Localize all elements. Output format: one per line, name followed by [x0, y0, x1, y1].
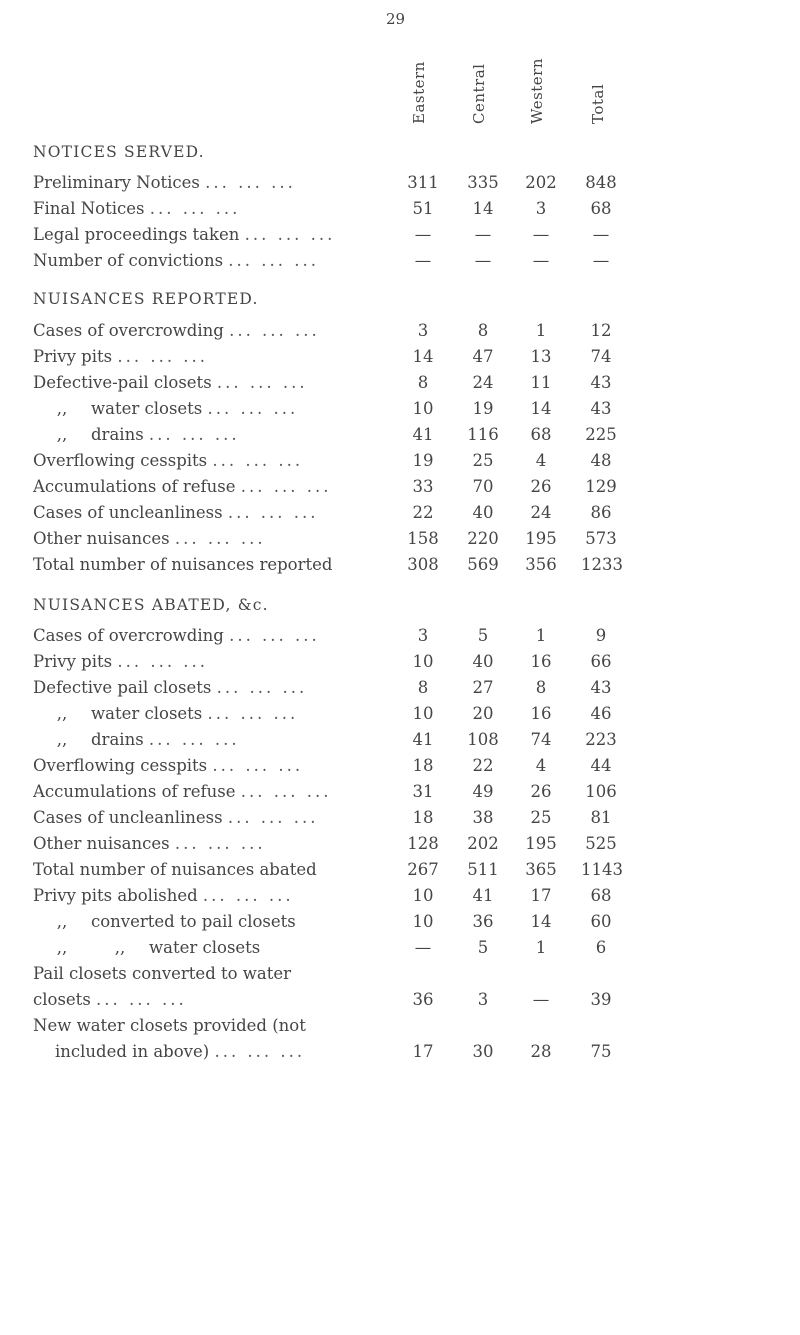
- table-row: Cases of uncleanliness ... ... ... 22 40 24 86: [33, 503, 612, 522]
- table-row: ,, converted to pail closets 10 36 14 60: [56, 912, 612, 931]
- column-header-central: Central: [470, 63, 488, 124]
- table-row: Accumulations of refuse ... ... ... 31 49 26 106: [33, 782, 617, 801]
- table-row-wrapped: New water closets provided (not included in above) ... ... ... 17 30 28 75: [33, 1016, 612, 1061]
- column-header-total: Total: [589, 83, 607, 124]
- table-row: Privy pits abolished ... ... ... 10 41 17 68: [33, 886, 612, 905]
- table-row: Other nuisances ... ... ... 158 220 195 573: [33, 529, 617, 548]
- section-title-notices-served: NOTICES SERVED.: [33, 143, 205, 161]
- table-row-wrapped: Pail closets converted to water closets ... ... ... 36 3 — 39: [33, 964, 612, 1009]
- table-row: Final Notices ... ... ... 51 14 3 68: [33, 199, 612, 218]
- table-row: ,, water closets ... ... ... 10 19 14 43: [56, 399, 612, 418]
- table-row: Cases of uncleanliness ... ... ... 18 38 25 81: [33, 808, 612, 827]
- table-row: Overflowing cesspits ... ... ... 18 22 4 44: [33, 756, 612, 775]
- table-row: Legal proceedings taken ... ... ... — — — —: [33, 225, 610, 244]
- table-row: Defective-pail closets ... ... ... 8 24 11 43: [33, 373, 612, 392]
- table-row: ,, ,, water closets — 5 1 6: [56, 938, 607, 957]
- table-row: Defective pail closets ... ... ... 8 27 8 43: [33, 678, 612, 697]
- table-row: Overflowing cesspits ... ... ... 19 25 4 48: [33, 451, 612, 470]
- section-title-nuisances-abated: NUISANCES ABATED, &c.: [33, 596, 269, 614]
- table-row: Cases of overcrowding ... ... ... 3 8 1 12: [33, 321, 612, 340]
- table-row: ,, drains ... ... ... 41 116 68 225: [56, 425, 617, 444]
- table-row: Preliminary Notices ... ... ... 311 335 202 848: [33, 173, 617, 192]
- table-row-total: Total number of nuisances reported 308 569 356 1233: [33, 555, 623, 574]
- table-row: Privy pits ... ... ... 10 40 16 66: [33, 652, 612, 671]
- section-title-nuisances-reported: NUISANCES REPORTED.: [33, 290, 259, 308]
- table-row: ,, water closets ... ... ... 10 20 16 46: [56, 704, 612, 723]
- table-row: ,, drains ... ... ... 41 108 74 223: [56, 730, 617, 749]
- column-header-eastern: Eastern: [410, 61, 428, 124]
- table-row: Privy pits ... ... ... 14 47 13 74: [33, 347, 612, 366]
- table-row-total: Total number of nuisances abated 267 511 365 1143: [33, 860, 623, 879]
- page-number: 29: [386, 10, 406, 28]
- table-row: Cases of overcrowding ... ... ... 3 5 1 9: [33, 626, 607, 645]
- table-row: Other nuisances ... ... ... 128 202 195 525: [33, 834, 617, 853]
- column-header-western: Western: [528, 57, 546, 124]
- table-row: Number of convictions ... ... ... — — — —: [33, 251, 610, 270]
- table-row: Accumulations of refuse ... ... ... 33 70 26 129: [33, 477, 617, 496]
